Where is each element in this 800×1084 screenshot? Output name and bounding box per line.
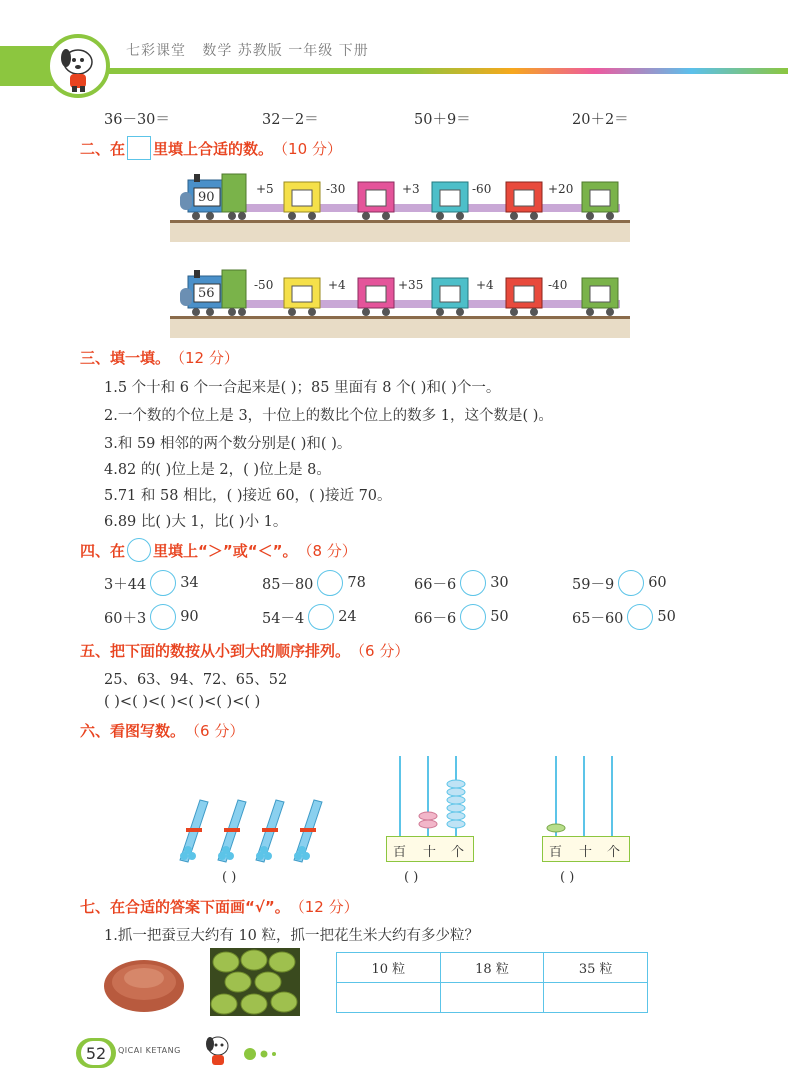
train-2-op-2: +4 xyxy=(328,278,346,292)
abacus-1-base: 百 十 个 xyxy=(386,836,474,862)
answer-circle[interactable] xyxy=(308,604,334,630)
train-2-op-4: +4 xyxy=(476,278,494,292)
compare-item: 65－60 50 xyxy=(572,604,676,630)
train-2-op-3: +35 xyxy=(398,278,424,292)
check-cell[interactable] xyxy=(440,983,544,1013)
option-cell: 35 粒 xyxy=(544,953,648,983)
section3-title: 三、填一填。 （12 分） xyxy=(80,349,239,367)
header-series: 七彩课堂 xyxy=(126,43,186,59)
compare-item: 60＋3 90 xyxy=(104,604,199,630)
compare-item: 3＋44 34 xyxy=(104,570,199,596)
answer-circle[interactable] xyxy=(460,604,486,630)
train-2-start: 56 xyxy=(198,286,215,301)
option-cell: 10 粒 xyxy=(337,953,441,983)
section6-answer-2: ( ) xyxy=(404,870,419,885)
section3-item-4: 4.82 的( )位上是 2，( )位上是 8。 xyxy=(104,462,331,478)
answer-table-header-row xyxy=(337,953,648,983)
section6-answer-3: ( ) xyxy=(560,870,575,885)
top-equation-4: 20＋2＝ xyxy=(572,112,629,128)
answer-table xyxy=(336,952,648,1013)
stick-bundles-icon xyxy=(170,796,330,866)
train-1-op-4: -60 xyxy=(472,182,492,196)
page-number: 52 xyxy=(81,1041,111,1065)
train-2-op-1: -50 xyxy=(254,278,274,292)
train-1-op-5: +20 xyxy=(548,182,574,196)
blank-box-icon xyxy=(127,136,151,160)
section6-title: 六、看图写数。 （6 分） xyxy=(80,722,245,740)
section5-numbers: 25、63、94、72、65、52 xyxy=(104,672,288,688)
header-rainbow-bar xyxy=(98,68,788,74)
train-1-graphic xyxy=(170,170,630,242)
option-cell: 18 粒 xyxy=(440,953,544,983)
abacus-2-base: 百 十 个 xyxy=(542,836,630,862)
top-equation-2: 32－2＝ xyxy=(262,112,319,128)
section6-answer-1: ( ) xyxy=(222,870,237,885)
top-equation-3: 50＋9＝ xyxy=(414,112,471,128)
train-scene-1 xyxy=(170,170,630,242)
check-cell[interactable] xyxy=(544,983,648,1013)
section7-question: 1.抓一把蚕豆大约有 10 粒，抓一把花生米大约有多少粒？ xyxy=(104,928,480,944)
top-equation-1: 36－30＝ xyxy=(104,112,170,128)
blank-circle-icon xyxy=(127,538,151,562)
answer-circle[interactable] xyxy=(460,570,486,596)
section2-title: 二、在 里填上合适的数。 （10 分） xyxy=(80,136,342,160)
answer-circle[interactable] xyxy=(150,604,176,630)
answer-circle[interactable] xyxy=(150,570,176,596)
page-header xyxy=(0,30,800,100)
footer-brand: QICAI KETANG xyxy=(118,1046,181,1055)
section7-title: 七、在合适的答案下面画“√”。 （12 分） xyxy=(80,898,359,916)
abacus-1-icon xyxy=(386,756,474,836)
page-number-badge xyxy=(76,1038,116,1068)
header-subject: 数学 苏教版 一年级 下册 xyxy=(202,43,369,59)
compare-item: 66－6 30 xyxy=(414,570,509,596)
section5-blanks: ( )<( )<( )<( )<( )<( ) xyxy=(104,694,261,710)
broad-beans-icon xyxy=(210,948,300,1016)
section4-title: 四、在 里填上“＞”或“＜”。 （8 分） xyxy=(80,538,357,562)
section3-item-2: 2.一个数的个位上是 3，十位上的数比个位上的数多 1，这个数是( )。 xyxy=(104,408,553,424)
answer-circle[interactable] xyxy=(317,570,343,596)
section3-item-1: 1.5 个十和 6 个一合起来是( )；85 里面有 8 个( )和( )个一。 xyxy=(104,380,501,396)
compare-item: 66－6 50 xyxy=(414,604,509,630)
mascot-dog-icon xyxy=(46,34,110,98)
peanut-pile-icon xyxy=(102,950,186,1014)
section3-item-5: 5.71 和 58 相比，( )接近 60，( )接近 70。 xyxy=(104,488,392,504)
answer-circle[interactable] xyxy=(618,570,644,596)
section3-item-6: 6.89 比( )大 1，比( )小 1。 xyxy=(104,514,288,530)
section5-title: 五、把下面的数按从小到大的顺序排列。 （6 分） xyxy=(80,642,410,660)
footer-mascot-icon xyxy=(200,1030,290,1070)
compare-item: 59－9 60 xyxy=(572,570,667,596)
answer-table-check-row xyxy=(337,983,648,1013)
train-1-op-3: +3 xyxy=(402,182,420,196)
check-cell[interactable] xyxy=(337,983,441,1013)
train-2-graphic xyxy=(170,266,630,338)
train-1-op-1: +5 xyxy=(256,182,274,196)
train-1-op-2: -30 xyxy=(326,182,346,196)
header-title xyxy=(126,40,369,60)
abacus-2-icon xyxy=(542,756,630,836)
train-1-start: 90 xyxy=(198,190,215,205)
compare-item: 85－80 78 xyxy=(262,570,366,596)
train-scene-2 xyxy=(170,266,630,338)
compare-item: 54－4 24 xyxy=(262,604,357,630)
answer-circle[interactable] xyxy=(627,604,653,630)
section3-item-3: 3.和 59 相邻的两个数分别是( )和( )。 xyxy=(104,436,352,452)
train-2-op-5: -40 xyxy=(548,278,568,292)
